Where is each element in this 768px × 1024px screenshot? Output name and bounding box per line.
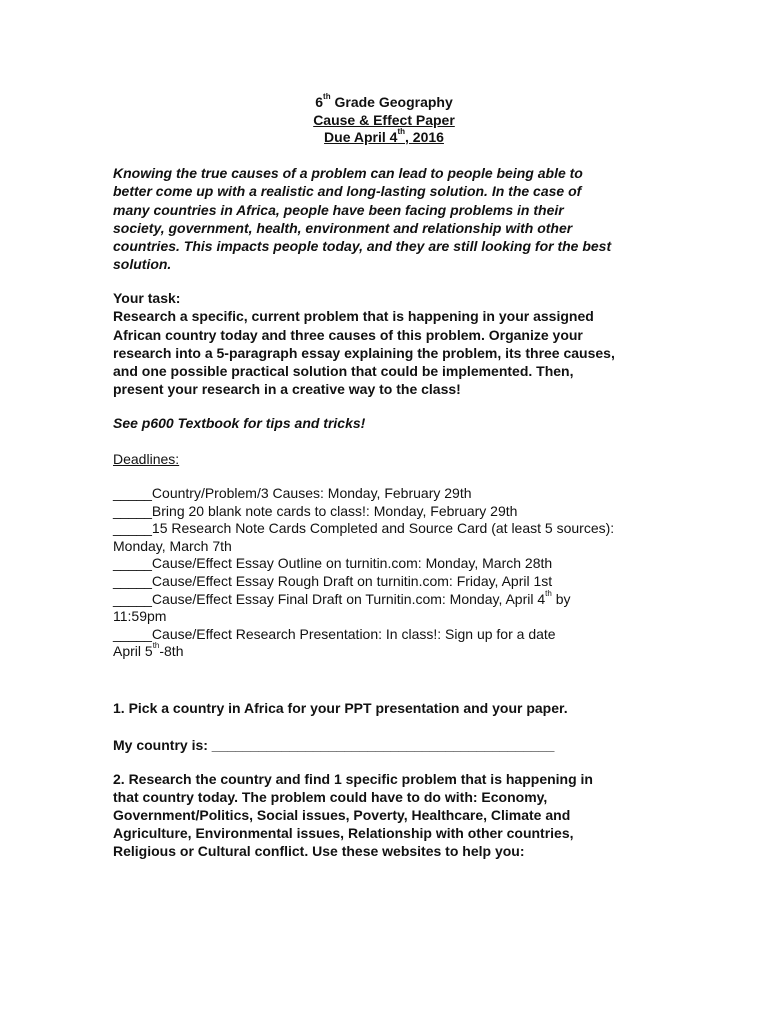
step-2-line: Government/Politics, Social issues, Poverty, Healthcare, Climate and bbox=[113, 807, 571, 823]
deadlines-list bbox=[113, 485, 658, 661]
intro-line: Knowing the true causes of a problem can lead to people being able to bbox=[113, 165, 583, 181]
task-line: African country today and three causes of this problem. Organize your bbox=[113, 326, 583, 343]
deadline-text: -8th bbox=[159, 643, 184, 660]
due-date-superscript: th bbox=[397, 127, 405, 136]
intro-paragraph bbox=[113, 164, 658, 274]
paper-title: Cause & Effect Paper bbox=[313, 111, 455, 128]
step-2-line: that country today. The problem could have to do with: Economy, bbox=[113, 789, 548, 805]
course-name: Grade Geography bbox=[330, 94, 453, 110]
deadline-item: _____Cause/Effect Essay Rough Draft on turnitin.com: Friday, April 1st bbox=[113, 572, 553, 589]
deadline-item-continued: Monday, March 7th bbox=[113, 537, 232, 554]
step-2-line: Agriculture, Environmental issues, Relationship with other countries, bbox=[113, 825, 574, 841]
task-line: research into a 5-paragraph essay explaining the problem, its three causes, bbox=[113, 344, 615, 361]
deadline-item: _____15 Research Note Cards Completed and Source Card (at least 5 sources): bbox=[113, 520, 615, 537]
deadline-item: _____Cause/Effect Essay Outline on turnitin.com: Monday, March 28th bbox=[113, 555, 553, 572]
due-date bbox=[0, 129, 768, 147]
deadline-item bbox=[113, 588, 658, 609]
grade-number: 6 bbox=[315, 94, 324, 110]
step-2-line: Religious or Cultural conflict. Use these websites to help you: bbox=[113, 843, 525, 859]
deadline-text: _____Cause/Effect Essay Final Draft on Turnitin.com: Monday, April 4 bbox=[113, 590, 546, 607]
deadline-item-continued: 11:59pm bbox=[113, 608, 167, 625]
due-date-suffix: , 2016 bbox=[405, 129, 444, 145]
task-label: Your task: bbox=[113, 290, 181, 306]
deadline-item: _____Bring 20 blank note cards to class!: Monday, February 29th bbox=[113, 502, 518, 519]
deadline-text: April 5 bbox=[113, 643, 153, 660]
step-2-instruction bbox=[113, 770, 658, 860]
intro-line: better come up with a realistic and long-lasting solution. In the case of bbox=[113, 183, 582, 200]
deadline-superscript: th bbox=[152, 641, 160, 651]
due-date-prefix: Due April 4 bbox=[324, 129, 398, 145]
deadline-item: _____Country/Problem/3 Causes: Monday, February 29th bbox=[113, 485, 472, 501]
task-line: Research a specific, current problem that is happening in your assigned bbox=[113, 308, 594, 325]
my-country-field[interactable]: My country is: ____________________________________________ bbox=[113, 737, 555, 753]
intro-line: many countries in Africa, people have been facing problems in their bbox=[113, 201, 564, 218]
deadline-text: by bbox=[551, 590, 571, 607]
document-header bbox=[0, 94, 768, 147]
grade-superscript: th bbox=[323, 92, 331, 101]
intro-line: society, government, health, environment and relationship with other bbox=[113, 219, 573, 236]
task-line: and one possible practical solution that could be implemented. Then, bbox=[113, 363, 574, 380]
deadline-item-continued bbox=[113, 643, 658, 661]
deadline-item: _____Cause/Effect Research Presentation: In class!: Sign up for a date bbox=[113, 625, 556, 642]
deadlines-label: Deadlines: bbox=[113, 451, 180, 467]
step-1-instruction: 1. Pick a country in Africa for your PPT presentation and your paper. bbox=[113, 700, 568, 716]
task-line: present your research in a creative way to the class! bbox=[113, 381, 461, 398]
task-section bbox=[113, 289, 658, 399]
textbook-tip: See p600 Textbook for tips and tricks! bbox=[113, 415, 366, 431]
intro-line: solution. bbox=[113, 256, 172, 273]
step-2-line: 2. Research the country and find 1 specific problem that is happening in bbox=[113, 771, 593, 787]
course-title bbox=[0, 94, 768, 112]
deadline-superscript: th bbox=[545, 588, 552, 598]
intro-line: countries. This impacts people today, and they are still looking for the best bbox=[113, 238, 612, 255]
